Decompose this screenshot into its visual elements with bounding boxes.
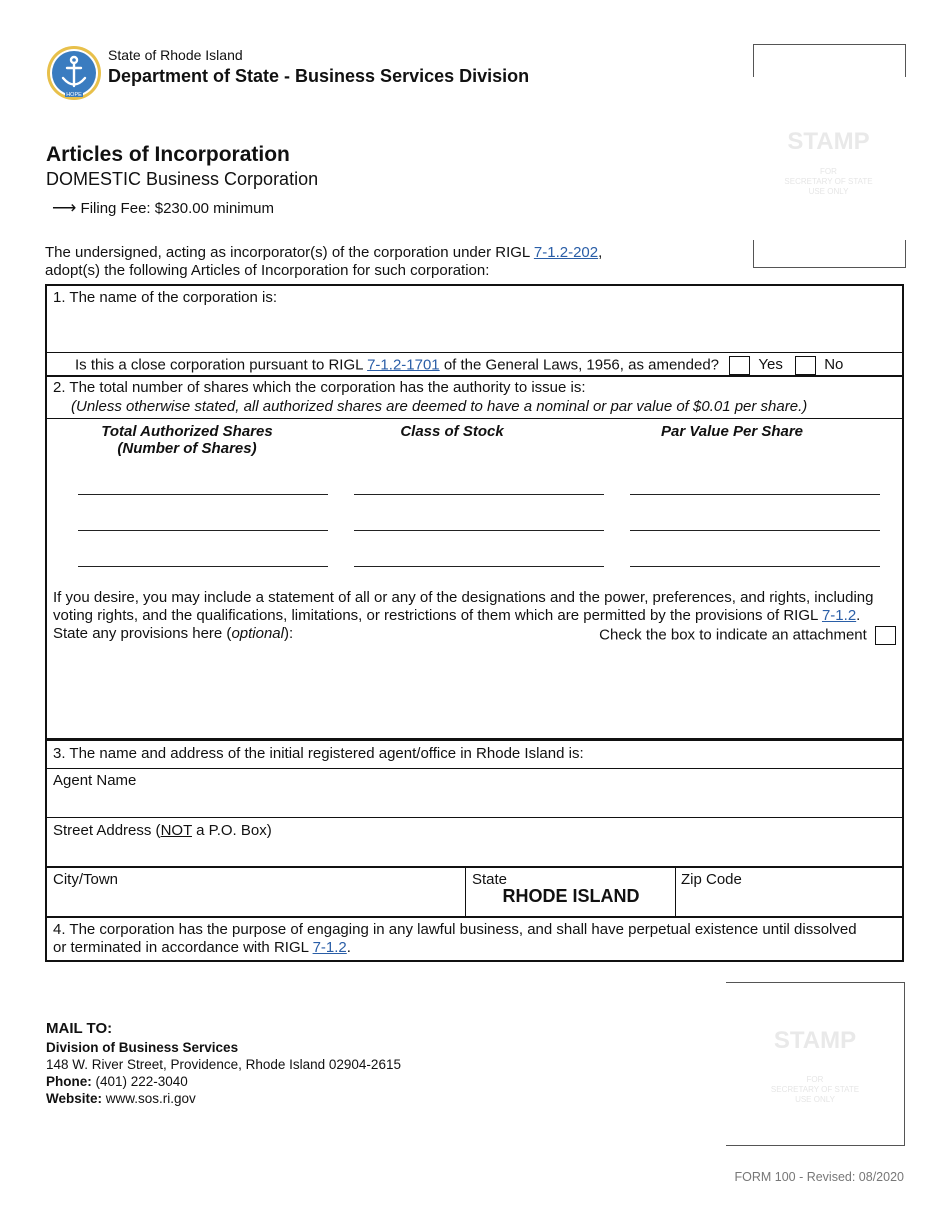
svg-text:HOPE: HOPE: [66, 92, 82, 98]
rigl-link-7-1-2-provisions[interactable]: 7-1.2: [821, 607, 857, 624]
shares-row1-par[interactable]: [630, 474, 884, 496]
phone-line: Phone: (401) 222-3040: [46, 1074, 188, 1089]
attachment-indicator: [47, 626, 896, 645]
col-header-par-value: Par Value Per Share: [660, 423, 804, 440]
shares-row2-total[interactable]: [78, 510, 332, 532]
form-subtitle: DOMESTIC Business Corporation: [46, 169, 319, 189]
stamp-label-bottom: STAMP: [773, 1027, 857, 1054]
zip-code-input[interactable]: [681, 890, 900, 914]
shares-row2-class[interactable]: [354, 510, 608, 532]
intro-text: The undersigned, acting as incorporator(s) of the corporation under RIGL 7-1.2-202, adopt(s) the following Articles of Incorporation for such corporation:: [45, 244, 603, 279]
par-value-note: (Unless otherwise stated, all authorized shares are deemed to have a nominal or par value of $0.01 per share.): [71, 398, 808, 415]
form-frame: [45, 284, 904, 962]
shares-row1-total[interactable]: [78, 474, 332, 496]
stamp-box-top-frame-lower: [753, 240, 906, 268]
close-corp-no-checkbox[interactable]: [795, 356, 816, 375]
rigl-link-7-1-2-purpose[interactable]: 7-1.2: [312, 939, 347, 956]
shares-row3-total[interactable]: [78, 546, 332, 568]
agent-name-input[interactable]: [53, 792, 897, 816]
col-header-class-of-stock: Class of Stock: [400, 423, 504, 440]
form-title: Articles of Incorporation: [46, 143, 290, 166]
section-4-text: 4. The corporation has the purpose of engaging in any lawful business, and shall have perpetual existence until dissolved or terminated in accordance with RIGL 7-1.2.: [53, 921, 857, 956]
rigl-link-7-1-2-1701[interactable]: 7-1.2-1701: [367, 356, 440, 374]
stamp-note-top: FOR SECRETARY OF STATE USE ONLY: [784, 167, 873, 196]
stamp-box-top-frame: [753, 44, 906, 77]
no-label: No: [824, 356, 844, 374]
mail-to-block: [46, 1020, 401, 1107]
filing-fee: ⟶ Filing Fee: $230.00 minimum: [52, 198, 274, 217]
shares-row3-par[interactable]: [630, 546, 884, 568]
city-town-label: City/Town: [53, 871, 119, 888]
section-2-label: 2. The total number of shares which the corporation has the authority to issue is:: [53, 379, 586, 396]
mail-to-heading: MAIL TO:: [46, 1020, 113, 1037]
arrow-right-icon: ⟶: [52, 198, 77, 217]
section-1-label: 1. The name of the corporation is:: [53, 289, 278, 306]
state-name: State of Rhode Island: [108, 47, 243, 63]
stamp-label-top: STAMP: [787, 128, 870, 155]
attachment-checkbox[interactable]: [875, 626, 896, 645]
zip-code-label: Zip Code: [681, 871, 742, 888]
shares-row3-class[interactable]: [354, 546, 608, 568]
street-address-input[interactable]: [53, 842, 897, 866]
mail-address: 148 W. River Street, Providence, Rhode Island 02904-2615: [46, 1057, 401, 1072]
agent-name-label: Agent Name: [53, 772, 137, 789]
attachment-label: Check the box to indicate an attachment: [599, 626, 867, 644]
provisions-statement: If you desire, you may include a statement of all or any of the designations and the power, preferences, and rights, including voting rights, and the qualifications, limitations, or restrictions of them which are permitted by the provisions of RIGL 7-1.2. State any provisions here (optional):: [53, 589, 874, 642]
rigl-link-7-1-2-202[interactable]: 7-1.2-202: [533, 244, 599, 261]
close-corporation-question: Is this a close corporation pursuant to RIGL 7-1.2-1701 of the General Laws, 1956, as amended? Yes No: [75, 356, 844, 374]
provisions-textarea[interactable]: [53, 648, 897, 737]
col-header-total-shares: Total Authorized Shares (Number of Shares): [101, 423, 273, 457]
close-corp-yes-checkbox[interactable]: [729, 356, 750, 375]
form-revision-footer: FORM 100 - Revised: 08/2020: [734, 1170, 904, 1184]
shares-row2-par[interactable]: [630, 510, 884, 532]
corporation-name-input[interactable]: [53, 311, 897, 349]
division-name: Division of Business Services: [46, 1040, 239, 1055]
yes-label: Yes: [758, 356, 783, 374]
shares-row1-class[interactable]: [354, 474, 608, 496]
department-name: Department of State - Business Services Division: [108, 66, 530, 86]
state-label: State: [472, 871, 508, 888]
state-value: RHODE ISLAND: [502, 886, 640, 906]
section-3-label: 3. The name and address of the initial registered agent/office in Rhode Island is:: [53, 745, 584, 762]
stamp-box-bottom-frame: [726, 982, 905, 1146]
street-address-label: Street Address (NOT a P.O. Box): [53, 822, 272, 839]
state-seal-logo: [46, 45, 102, 101]
website-line: Website: www.sos.ri.gov: [46, 1091, 196, 1106]
city-town-input[interactable]: [53, 890, 462, 914]
stamp-note-bottom: FOR SECRETARY OF STATE USE ONLY: [770, 1075, 860, 1104]
